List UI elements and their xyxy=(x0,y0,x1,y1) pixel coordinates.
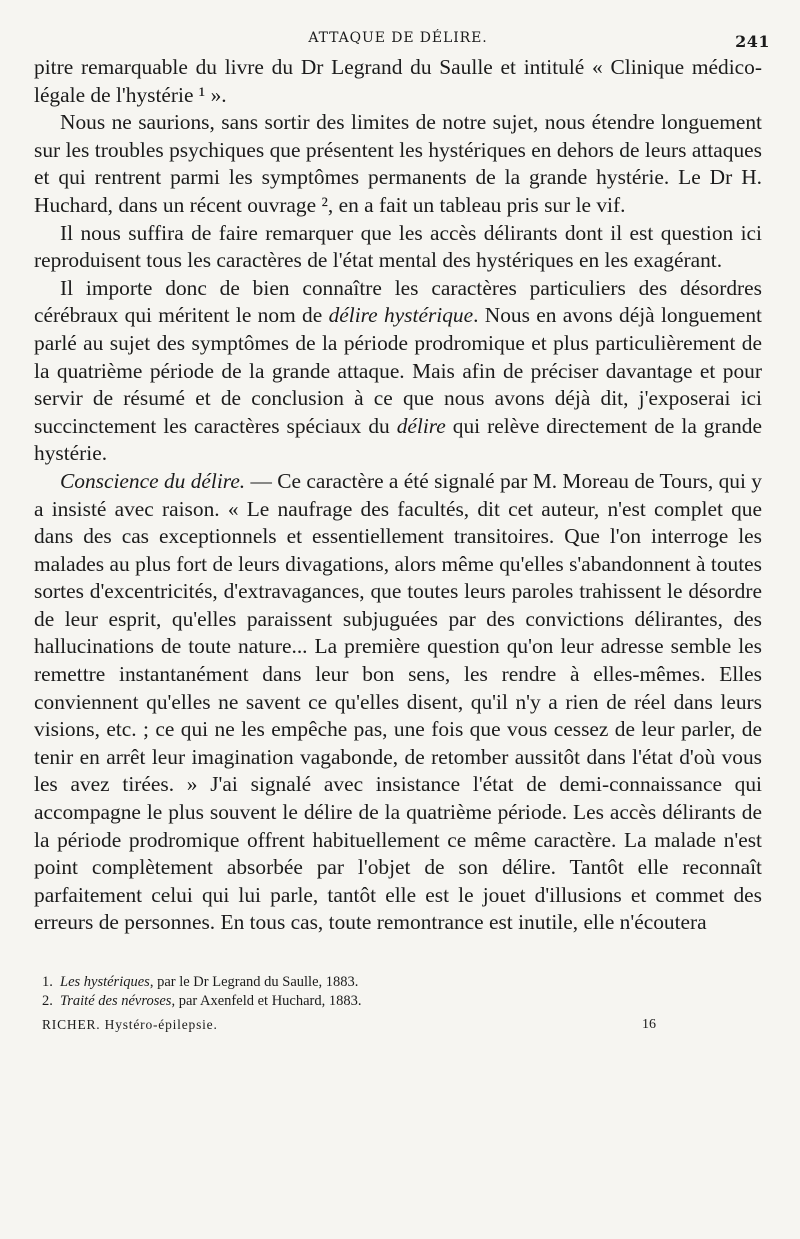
paragraph-4-emphasis-2: délire xyxy=(396,413,446,438)
paragraph-4-text-a: Il importe donc de bien connaître les caractères particuliers des désordres cérébraux qui méritent le nom de xyxy=(34,275,762,328)
footnote-title: Traité des névroses xyxy=(60,993,172,1009)
paragraph-4-text-c: qui relève directement de la grande hystérie. xyxy=(34,413,762,466)
paragraph-4-text-b: . Nous en avons déjà longuement parlé au sujet des symptômes de la période prodromique et plus particulièrement de la quatrième période de la grande attaque. Mais afin de préciser davantage et pour servir de résumé et de conclusion à ce que nous avons déjà dit, j'exposerai ici succinctement les caractères spéciaux du xyxy=(34,303,762,438)
footnote-text: , par Axenfeld et Huchard, 1883. xyxy=(171,993,362,1009)
paragraph-4 xyxy=(34,275,762,468)
paragraph-5-text: — Ce caractère a été signalé par M. Moreau de Tours, qui y a insisté avec raison. « Le naufrage des facultés, dit cet auteur, n'est complet que dans des cas exceptionnels et essentiellement transitoires. Que l'on interroge les malades au plus fort de leurs divagations, alors même qu'elles s'abandonnent à toutes sortes d'excentricités, d'extravagances, que toutes leurs paroles trahissent le désordre de leur esprit, qu'elles paraissent subjuguées par des convictions délirantes, des hallucinations de toute nature... La première question qu'on leur adresse semble les remettre instantanément dans leur bon sens, les rendre à elles-mêmes. Elles conviennent qu'elles ne savent ce qu'elles disent, qu'il n'y a rien de réel dans leurs visions, etc. ; ce qui ne les empêche pas, une fois que vous cessez de leur parler, de tenir en arrêt leur imagination vagabonde, de retomber aussitôt dans l'état d'où vous les avez tirées. » J'ai signalé avec insistance l'état de demi-connaissance qui accompagne le plus souvent le délire de la quatrième période. Les accès délirants de la période prodromique offrent habituellement ce même caractère. La malade n'est point complètement absorbée par l'objet de son délire. Tantôt elle reconnaît parfaitement celui qui lui parle, tantôt elle est le jouet d'illusions et commet des erreurs de personnes. En tous cas, toute remontrance est inutile, elle n'écoutera xyxy=(34,468,762,935)
page-number: 241 xyxy=(735,32,770,51)
paragraph-1: pitre remarquable du livre du Dr Legrand du Saulle et intitulé « Clinique médico-légale de l'hystérie ¹ ». xyxy=(34,55,762,107)
body-text xyxy=(34,54,762,937)
footnote-title: Les hystériques xyxy=(60,974,150,990)
footnote-number: 2. xyxy=(42,993,53,1009)
printer-signature xyxy=(34,1017,762,1037)
running-title: ATTAQUE DE DÉLIRE. xyxy=(308,30,488,46)
paragraph-3: Il nous suffira de faire remarquer que les accès délirants dont il est question ici reproduisent tous les caractères de l'état mental des hystériques en les exagérant. xyxy=(34,220,762,273)
page-header xyxy=(34,18,770,54)
footnotes xyxy=(34,973,762,1011)
signature-number: 16 xyxy=(642,1017,656,1032)
section-heading-inline: Conscience du délire. xyxy=(60,468,246,493)
paragraph-2: Nous ne saurions, sans sortir des limites de notre sujet, nous étendre longuement sur les troubles psychiques que présentent les hystériques en dehors de leurs attaques et qui rentrent parmi les symptômes permanents de la grande hystérie. Le Dr H. Huchard, dans un récent ouvrage ², en a fait un tableau pris sur le vif. xyxy=(34,110,762,217)
footnote-text: , par le Dr Legrand du Saulle, 1883. xyxy=(149,974,359,990)
paragraph-5 xyxy=(34,468,762,937)
signature-label: RICHER. Hystéro-épilepsie. xyxy=(42,1017,218,1032)
footnote-number: 1. xyxy=(42,974,53,990)
book-page xyxy=(34,18,770,1037)
paragraph-4-emphasis: délire hystérique xyxy=(328,303,474,328)
footnote-2 xyxy=(42,992,762,1011)
footnote-1 xyxy=(42,973,762,992)
